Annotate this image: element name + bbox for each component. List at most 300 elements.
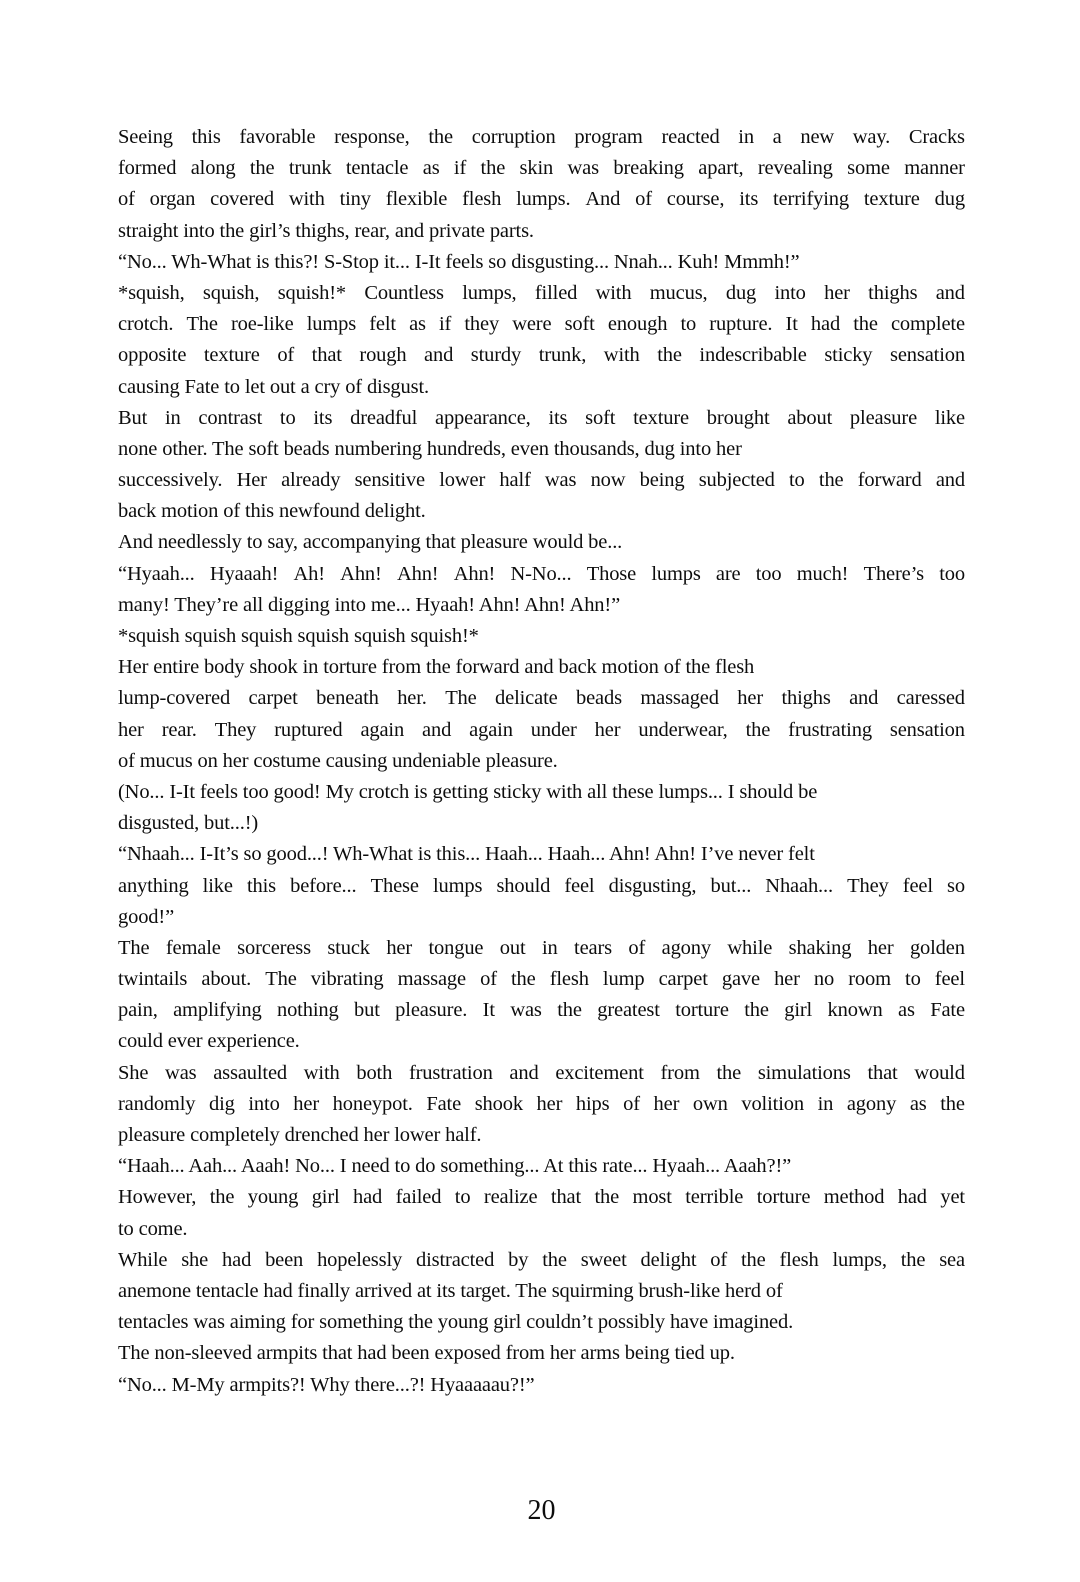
word: had [353, 1186, 383, 1209]
word: hips [575, 1092, 610, 1115]
word: crotch. [118, 313, 174, 336]
word: There’s [863, 562, 924, 585]
word: its [739, 188, 759, 211]
word: It [482, 999, 495, 1022]
word: a [772, 126, 782, 148]
word: of [277, 344, 295, 367]
text-line [118, 559, 965, 590]
word: if [453, 157, 467, 180]
word: both [356, 1061, 393, 1084]
text-line [118, 995, 965, 1026]
word: trunk, [538, 344, 587, 367]
word: apart, [698, 157, 744, 180]
word: The [186, 313, 218, 336]
word: into [774, 281, 806, 304]
paragraph [118, 1370, 965, 1401]
word: to [680, 313, 697, 336]
word: the [657, 344, 682, 367]
word: her [774, 968, 800, 991]
word: soft [585, 406, 616, 429]
word: her [653, 1092, 680, 1115]
word: pain, [118, 999, 158, 1022]
word: most [632, 1186, 672, 1209]
word: Seeing [118, 126, 173, 148]
word: flesh [779, 1248, 819, 1271]
word: in [541, 936, 558, 959]
word: feel [564, 874, 595, 897]
word: appearance, [435, 406, 531, 429]
word: was [165, 1061, 197, 1084]
word: about [787, 406, 833, 429]
word: delight [640, 1248, 697, 1271]
word: golden [909, 936, 965, 959]
word: as [898, 999, 915, 1022]
text-line [118, 403, 965, 434]
word: tears [574, 936, 612, 959]
word: of [635, 188, 652, 211]
word: no [813, 968, 835, 991]
text-line: And needlessly to say, accompanying that pleasure would be... [118, 531, 623, 554]
word: revealing [757, 157, 833, 180]
word: and [935, 469, 965, 492]
paragraph [118, 1182, 965, 1244]
word: torture [675, 999, 729, 1022]
word: beneath [316, 687, 379, 710]
text-line [118, 153, 965, 184]
word: The [265, 968, 297, 991]
word: of [628, 936, 646, 959]
text-line [118, 933, 965, 964]
word: sea [939, 1248, 965, 1271]
word: complete [890, 313, 965, 336]
word: way. [852, 126, 891, 148]
text-line: straight into the girl’s thighs, rear, and private parts. [118, 219, 534, 242]
word: so [947, 874, 965, 897]
word: dug [934, 188, 965, 211]
word: tongue [428, 936, 484, 959]
word: Hyaaah! [209, 562, 279, 585]
word: her [594, 718, 621, 741]
word: honeypot. [332, 1092, 413, 1115]
paragraph [118, 559, 965, 621]
text-line [118, 309, 965, 340]
word: thighs [781, 687, 831, 710]
word: shaking [788, 936, 852, 959]
word: with [303, 1061, 340, 1084]
word: carpet [658, 968, 708, 991]
word: carpet [248, 687, 298, 710]
word: anything [118, 874, 189, 897]
word: Ahn! [453, 562, 496, 585]
word: flexible [385, 188, 448, 211]
word: formed [118, 157, 177, 180]
word: in [817, 1092, 834, 1115]
word: And [585, 188, 621, 211]
word: young [247, 1186, 299, 1209]
text-line [118, 871, 965, 902]
word: dreadful [350, 406, 418, 429]
word: Ahn! [340, 562, 382, 585]
word: nothing [276, 999, 339, 1022]
word: sensitive [354, 469, 425, 492]
word: her [867, 936, 894, 959]
word: skin [519, 157, 554, 180]
word: feel [934, 968, 965, 991]
word: as [422, 157, 440, 180]
word: if [438, 313, 452, 336]
word: the [480, 157, 506, 180]
word: distracted [416, 1248, 495, 1271]
word: squish, [202, 281, 260, 304]
text-line: causing Fate to let out a cry of disgust. [118, 375, 429, 398]
word: with [603, 344, 640, 367]
word: favorable [239, 126, 316, 148]
text-line: back motion of this newfound delight. [118, 500, 426, 523]
word: are [715, 562, 741, 585]
text-line [118, 465, 965, 496]
word: These [370, 874, 419, 897]
word: like [202, 874, 233, 897]
word: the [745, 718, 771, 741]
word: into [248, 1092, 280, 1115]
word: and [935, 281, 965, 304]
word: hopelessly [317, 1248, 403, 1271]
word: While [118, 1248, 168, 1271]
word: the [542, 1248, 567, 1271]
text-line [118, 683, 965, 714]
word: lumps. [516, 188, 571, 211]
word: half [499, 469, 531, 492]
word: the [900, 1248, 926, 1271]
text-line [118, 278, 965, 309]
word: gave [721, 968, 760, 991]
word: dug [725, 281, 757, 304]
word: lumps, [832, 1248, 887, 1271]
paragraph [118, 527, 965, 558]
word: Fate [426, 1092, 462, 1115]
word: to [279, 406, 296, 429]
text-line: good!” [118, 905, 175, 928]
word: opposite [118, 344, 187, 367]
word: manner [904, 157, 965, 180]
word: organ [149, 188, 196, 211]
word: vibrating [310, 968, 384, 991]
paragraph [118, 933, 965, 1058]
word: filled [534, 281, 578, 304]
word: had [810, 313, 841, 336]
word: disgusting, [608, 874, 697, 897]
word: caressed [896, 687, 965, 710]
word: before... [290, 874, 357, 897]
word: frustration [408, 1061, 493, 1084]
word: agony [846, 1092, 897, 1115]
word: to [454, 1186, 471, 1209]
word: about. [201, 968, 252, 991]
word: “Hyaah... [118, 562, 195, 585]
paragraph [118, 1338, 965, 1369]
word: N-No... [510, 562, 572, 585]
text-line: to come. [118, 1217, 188, 1240]
word: were [512, 313, 552, 336]
word: sorceress [237, 936, 311, 959]
paragraph [118, 1058, 965, 1152]
paragraph [118, 621, 965, 652]
word: soft [564, 313, 595, 336]
word: Her [236, 469, 267, 492]
word: had [222, 1248, 252, 1271]
word: her [386, 936, 413, 959]
word: of [710, 1248, 728, 1271]
text-line [118, 715, 965, 746]
word: female [165, 936, 221, 959]
paragraph [118, 1245, 965, 1339]
word: the [818, 469, 844, 492]
word: indescribable [699, 344, 807, 367]
word: they [464, 313, 500, 336]
word: much! [796, 562, 849, 585]
word: and [849, 687, 879, 710]
word: own [692, 1092, 728, 1115]
word: randomly [118, 1092, 196, 1115]
word: amplifying [173, 999, 262, 1022]
word: that [550, 1186, 582, 1209]
word: was [510, 999, 542, 1022]
word: But [118, 406, 148, 429]
word: of [623, 1092, 640, 1115]
word: yet [940, 1186, 965, 1209]
word: lumps [306, 313, 357, 336]
text-line: *squish squish squish squish squish squish!* [118, 625, 479, 647]
word: the [510, 968, 536, 991]
word: thighs [868, 281, 918, 304]
word: been [265, 1248, 304, 1271]
word: *squish, [118, 281, 185, 304]
word: lump [602, 968, 645, 991]
word: She [118, 1061, 149, 1084]
word: underwear, [638, 718, 728, 741]
text-line: none other. The soft beads numbering hundreds, even thousands, dug into her [118, 437, 742, 460]
word: corruption [471, 126, 556, 148]
word: again [360, 718, 405, 741]
paragraph [118, 403, 965, 528]
word: Countless [364, 281, 444, 304]
word: massaged [640, 687, 719, 710]
word: lumps [432, 874, 483, 897]
word: would [914, 1061, 965, 1084]
word: dig [209, 1092, 235, 1115]
word: successively. [118, 469, 223, 492]
text-line: tentacles was aiming for something the young girl couldn’t possibly have imagined. [118, 1311, 794, 1334]
word: her [293, 1092, 320, 1115]
word: sticky [824, 344, 873, 367]
word: assaulted [213, 1061, 288, 1084]
paragraph [118, 1151, 965, 1182]
word: trunk [288, 157, 332, 180]
word: the [249, 157, 275, 180]
word: the [209, 1186, 235, 1209]
word: girl [311, 1186, 340, 1209]
text-line: could ever experience. [118, 1030, 300, 1053]
word: along [190, 157, 236, 180]
text-line: anemone tentacle had finally arrived at its target. The squirming brush-like herd of [118, 1279, 783, 1302]
word: in [738, 126, 754, 148]
word: lumps [651, 562, 701, 585]
word: excitement [555, 1061, 644, 1084]
word: like [934, 406, 965, 429]
word: already [281, 469, 341, 492]
text-line: of mucus on her costume causing undeniable pleasure. [118, 749, 558, 772]
text-line [118, 122, 965, 153]
word: rear. [161, 718, 197, 741]
word: with [595, 281, 632, 304]
word: lower [439, 469, 486, 492]
text-line: many! They’re all digging into me... Hyaah! Ahn! Ahn! Ahn!” [118, 593, 621, 616]
word: and [424, 344, 454, 367]
word: delicate [495, 687, 558, 710]
word: too [755, 562, 782, 585]
word: pleasure [849, 406, 918, 429]
word: response, [334, 126, 410, 148]
word: had [897, 1186, 927, 1209]
word: They [214, 718, 257, 741]
word: flesh [549, 968, 589, 991]
text-line: “Nhaah... I-It’s so good...! Wh-What is this... Haah... Haah... Ahn! Ahn! I’ve never felt [118, 843, 815, 866]
word: program [574, 126, 643, 148]
text-line: disgusted, but...!) [118, 812, 259, 835]
word: sweet [580, 1248, 627, 1271]
word: with [288, 188, 325, 211]
word: terrible [685, 1186, 744, 1209]
paragraph [118, 777, 965, 839]
text-line: The non-sleeved armpits that had been exposed from her arms being tied up. [118, 1342, 735, 1365]
word: and [509, 1061, 539, 1084]
word: this [246, 874, 276, 897]
word: the [740, 1248, 766, 1271]
word: It [785, 313, 798, 336]
word: this [191, 126, 221, 148]
word: lumps, [462, 281, 517, 304]
text-line [118, 1245, 965, 1276]
word: of [480, 968, 497, 991]
text-line [118, 1089, 965, 1120]
word: The [445, 687, 477, 710]
word: again [469, 718, 513, 741]
word: frustrating [788, 718, 872, 741]
word: its [313, 406, 333, 429]
text-line [118, 964, 965, 995]
word: in [164, 406, 181, 429]
word: rupture. [709, 313, 773, 336]
word: They [847, 874, 889, 897]
paragraph [118, 839, 965, 933]
word: texture [633, 406, 689, 429]
word: that [311, 344, 342, 367]
word: should [496, 874, 551, 897]
word: now [590, 469, 626, 492]
word: was [544, 469, 577, 492]
word: under [530, 718, 577, 741]
word: Those [586, 562, 637, 585]
word: room [848, 968, 891, 991]
word: the [428, 126, 453, 148]
word: However, [118, 1186, 197, 1209]
text-line [118, 1058, 965, 1089]
word: Fate [930, 999, 965, 1022]
word: course, [666, 188, 725, 211]
word: her [737, 687, 764, 710]
word: stuck [327, 936, 370, 959]
word: beads [576, 687, 622, 710]
text-line [118, 184, 965, 215]
word: Ah! [293, 562, 325, 585]
word: volition [741, 1092, 804, 1115]
word: Nhaah... [765, 874, 833, 897]
word: sensation [890, 344, 965, 367]
word: the [744, 999, 769, 1022]
word: lump-covered [118, 687, 231, 710]
word: forward [857, 469, 922, 492]
word: her [536, 1092, 563, 1115]
word: the [594, 1186, 620, 1209]
word: covered [210, 188, 274, 211]
word: realize [483, 1186, 538, 1209]
word: squish!* [277, 281, 346, 304]
paragraph [118, 652, 965, 777]
word: enough [607, 313, 668, 336]
word: mucus, [649, 281, 708, 304]
word: felt [369, 313, 396, 336]
word: agony [661, 936, 711, 959]
word: her [824, 281, 850, 304]
word: pleasure. [395, 999, 468, 1022]
word: the [716, 1061, 742, 1084]
word: too [939, 562, 965, 585]
word: while [727, 936, 773, 959]
text-line: pleasure completely drenched her lower half. [118, 1124, 482, 1146]
text-line: “No... Wh-What is this?! S-Stop it... I-It feels so disgusting... Nnah... Kuh! Mmmh!” [118, 250, 800, 273]
word: reacted [661, 126, 720, 148]
word: from [660, 1061, 700, 1084]
word: the [557, 999, 582, 1022]
word: rough [359, 344, 407, 367]
word: The [118, 936, 150, 959]
word: breaking [613, 157, 684, 180]
paragraph [118, 122, 965, 247]
word: being [639, 469, 685, 492]
text-line: “Haah... Aah... Aaah! No... I need to do something... At this rate... Hyaah... Aaah?!” [118, 1155, 792, 1178]
word: subjected [698, 469, 775, 492]
word: texture [863, 188, 920, 211]
word: sturdy [470, 344, 522, 367]
word: failed [395, 1186, 442, 1209]
word: greatest [597, 999, 660, 1022]
word: some [847, 157, 890, 180]
word: the [853, 313, 878, 336]
text-line [118, 340, 965, 371]
word: her. [397, 687, 427, 710]
text-line: Her entire body shook in torture from the forward and back motion of the flesh [118, 656, 755, 679]
word: as [409, 313, 426, 336]
word: brought [706, 406, 770, 429]
word: and [422, 718, 452, 741]
word: flesh [462, 188, 502, 211]
word: method [823, 1186, 885, 1209]
word: to [905, 968, 921, 991]
word: out [499, 936, 526, 959]
text-line: (No... I-It feels too good! My crotch is getting sticky with all these lumps... I should be [118, 780, 818, 803]
word: the [940, 1092, 965, 1115]
word: Cracks [908, 126, 965, 148]
